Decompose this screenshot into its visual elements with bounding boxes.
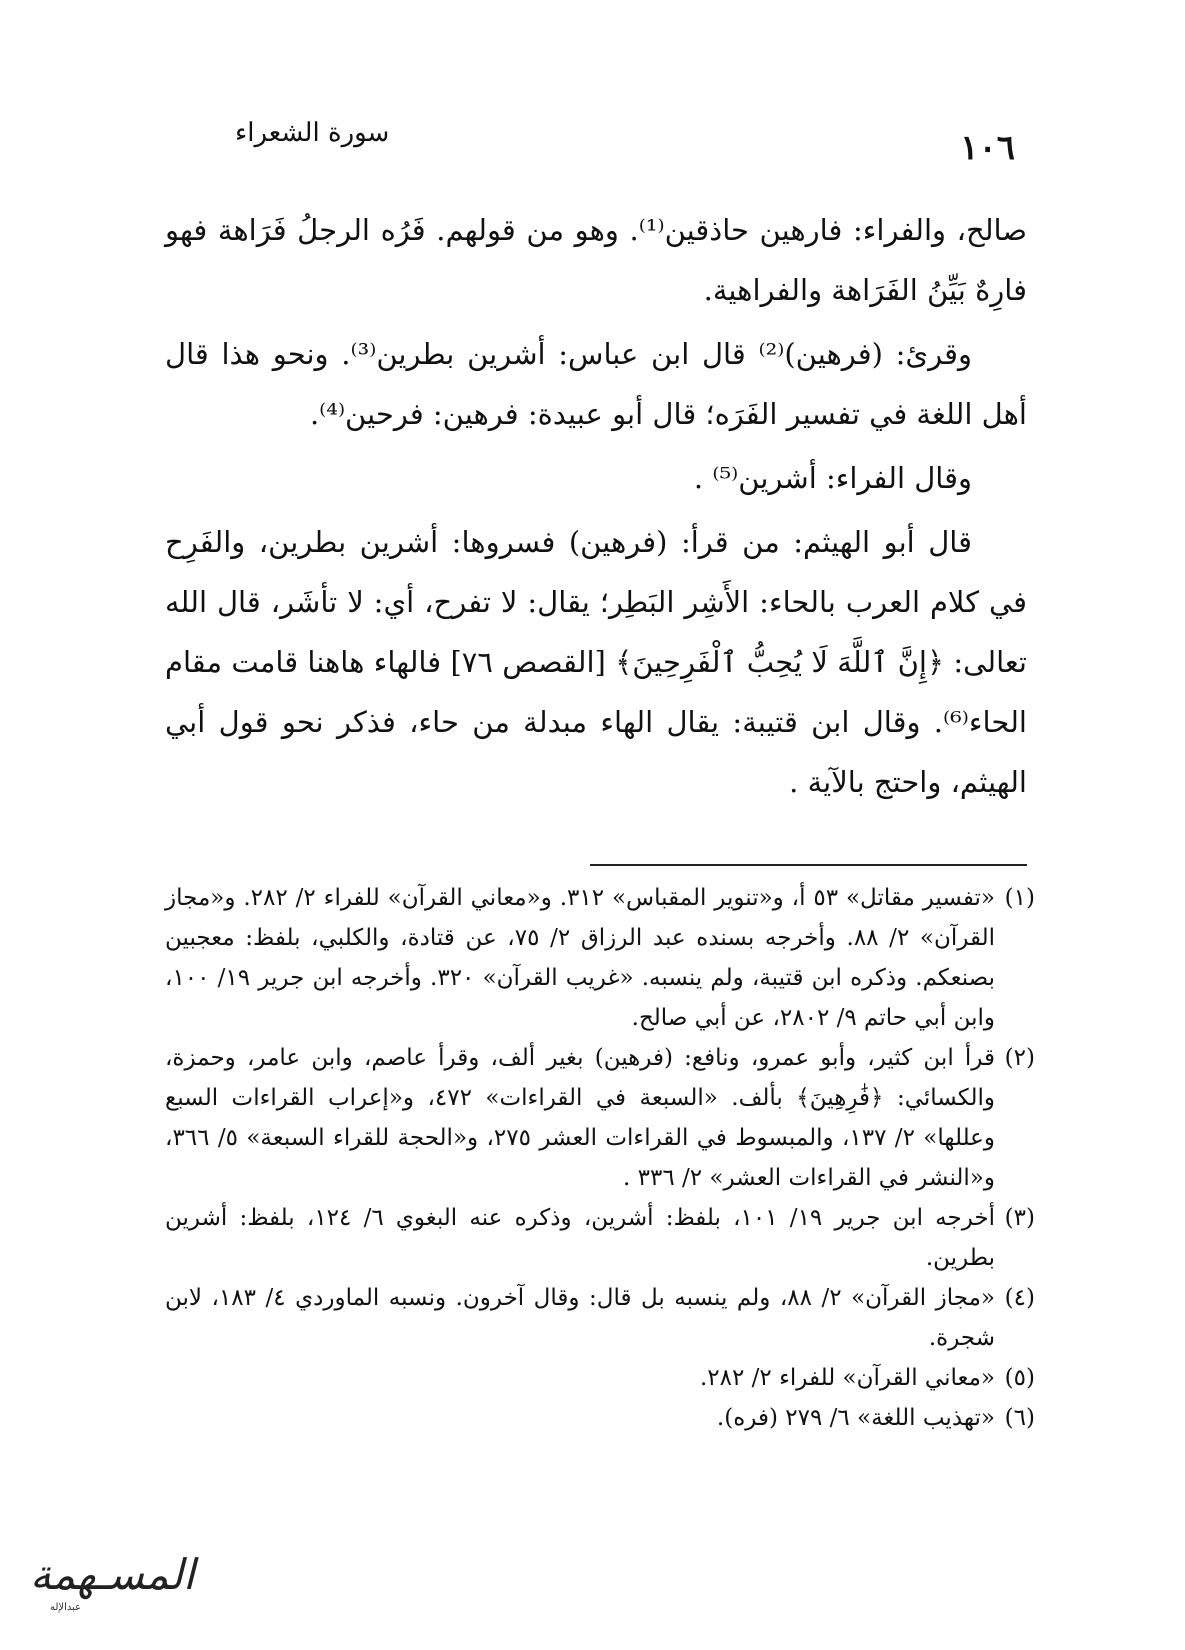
footnote-number: (٥) — [1004, 1365, 1035, 1391]
logo-subtext: عبدالإله — [50, 1602, 82, 1613]
footnote — [165, 1198, 1035, 1278]
footnote-divider — [590, 864, 1027, 866]
running-title: سورة الشعراء — [235, 118, 390, 148]
footnote — [165, 1278, 1035, 1358]
watermark-logo — [20, 1540, 195, 1630]
paragraph: وقال الفراء: أشرين⁽⁵⁾ . — [693, 461, 972, 495]
footnote-text: قرأ ابن كثير، وأبو عمرو، ونافع: (فرهين) بغير ألف، وقرأ عاصم، وابن عامر، وحمزة، والكسائي: ﴿فَٰرِهِينَ﴾ بألف. «السبعة في القراءات» ٤٧٢، و«إعراب القراءات السبع وعللها» ٢/ ١٣٧، والمبسوط في القراءات العشر ٢٧٥، و«الحجة للقراء السبعة» ٥/ ٣٦٦، و«النشر في القراءات العشر» ٢/ ٣٣٦ . — [165, 1045, 996, 1191]
footnote-text: أخرجه ابن جرير ١٩/ ١٠١، بلفظ: أشرين، وذكره عنه البغوي ٦/ ١٢٤، بلفظ: أشرين بطرين. — [165, 1205, 996, 1271]
footnote-text: «معاني القرآن» للفراء ٢/ ٢٨٢. — [699, 1365, 995, 1391]
footnote — [165, 1358, 1035, 1398]
footnote-number: (٦) — [1004, 1405, 1035, 1431]
footnote-number: (٤) — [1004, 1285, 1035, 1311]
footnote-text: «تهذيب اللغة» ٦/ ٢٧٩ (فره). — [716, 1405, 995, 1431]
footnote-text: «تفسير مقاتل» ٥٣ أ، و«تنوير المقباس» ٣١٢. و«معاني القرآن» للفراء ٢/ ٢٨٢. و«مجاز القرآن» ٢/ ٨٨. وأخرجه بسنده عبد الرزاق ٢/ ٧٥، عن قتادة، والكلبي، بلفظ: معجبين بصنعكم. وذكره ابن قتيبة، ولم ينسبه. «غريب القرآن» ٣٢٠. وأخرجه ابن جرير ١٩/ ١٠٠، وابن أبي حاتم ٩/ ٢٨٠٢، عن أبي صالح. — [165, 885, 996, 1031]
page-header — [165, 110, 1015, 168]
footnote — [165, 878, 1035, 1038]
main-text — [165, 200, 1027, 816]
footnote-number: (٢) — [1004, 1045, 1035, 1071]
footnote — [165, 1398, 1035, 1438]
footnote-number: (١) — [1004, 885, 1035, 911]
footnote-text: «مجاز القرآن» ٢/ ٨٨، ولم ينسبه بل قال: وقال آخرون. ونسبه الماوردي ٤/ ١٨٣، لابن شجرة. — [165, 1285, 995, 1351]
footnote — [165, 1038, 1035, 1198]
footnote-number: (٣) — [1004, 1205, 1035, 1231]
paragraph: صالح، والفراء: فارهين حاذقين⁽¹⁾. وهو من قولهم. فَرُه الرجلُ فَرَاهة فهو فارِهٌ بَيِّنُ الفَرَاهة والفراهية. — [165, 213, 1027, 307]
paragraph: وقرئ: (فرهين)⁽²⁾ قال ابن عباس: أشرين بطرين⁽³⁾. ونحو هذا قال أهل اللغة في تفسير الفَرَه؛ قال أبو عبيدة: فرهين: فرحين⁽⁴⁾. — [165, 337, 1027, 431]
paragraph: قال أبو الهيثم: من قرأ: (فرهين) فسروها: أشرين بطرين، والفَرِح في كلام العرب بالحاء: الأَشِر البَطِر؛ يقال: لا تفرح، أي: لا تأشَر، قال الله تعالى: ﴿إِنَّ ٱللَّهَ لَا يُحِبُّ ٱلْفَرِحِينَ﴾ [القصص ٧٦] فالهاء هاهنا قامت مقام الحاء⁽⁶⁾. وقال ابن قتيبة: يقال الهاء مبدلة من حاء، فذكر نحو قول أبي الهيثم، واحتج بالآية . — [165, 525, 1027, 799]
page-number: ١٠٦ — [960, 128, 1015, 168]
logo-word: المسـهمة — [30, 1550, 195, 1599]
footnotes — [165, 878, 1035, 1438]
